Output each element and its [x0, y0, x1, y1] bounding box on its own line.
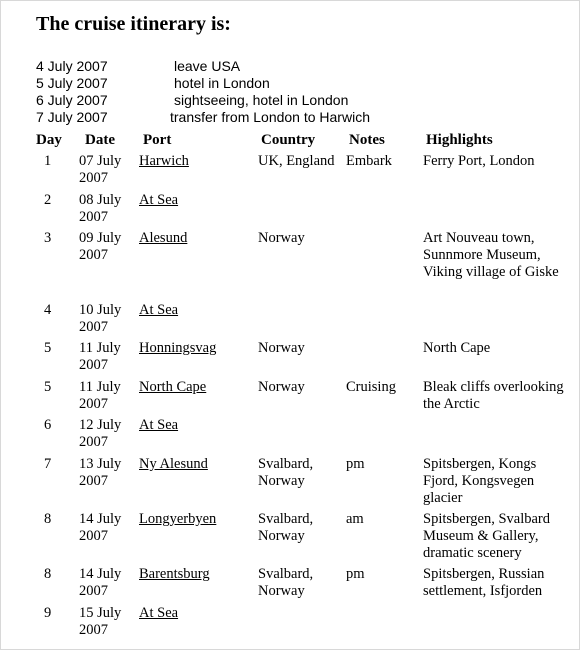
- highlights-cell: Spitsbergen, Kongs Fjord, Kongsvegen glacier: [423, 456, 537, 506]
- date-cell: 08 July 2007: [79, 192, 122, 225]
- pre-cruise-date: 6 July 2007: [36, 92, 108, 108]
- notes-cell: Embark: [346, 153, 392, 169]
- port-link[interactable]: Harwich: [139, 153, 189, 169]
- notes-cell: pm: [346, 566, 365, 582]
- highlights-cell: Spitsbergen, Svalbard Museum & Gallery, dramatic scenery: [423, 511, 550, 561]
- date-cell: 15 July 2007: [79, 605, 122, 638]
- day-cell: 5: [44, 379, 52, 395]
- pre-cruise-date: 5 July 2007: [36, 75, 108, 91]
- date-cell: 12 July 2007: [79, 417, 122, 450]
- day-cell: 6: [44, 417, 52, 433]
- day-cell: 5: [44, 340, 52, 356]
- date-cell: 14 July 2007: [79, 566, 122, 599]
- page-title: The cruise itinerary is:: [36, 13, 231, 35]
- pre-cruise-event: sightseeing, hotel in London: [174, 92, 349, 108]
- day-cell: 3: [44, 230, 52, 246]
- country-cell: Norway: [258, 230, 305, 246]
- pre-cruise-event: transfer from London to Harwich: [170, 109, 370, 125]
- date-cell: 11 July 2007: [79, 340, 121, 373]
- port-link[interactable]: At Sea: [139, 302, 179, 318]
- country-cell: Svalbard, Norway: [258, 511, 314, 544]
- day-cell: 8: [44, 511, 52, 527]
- port-link[interactable]: At Sea: [139, 192, 179, 208]
- pre-cruise-event: leave USA: [174, 58, 241, 74]
- country-cell: Svalbard, Norway: [258, 566, 314, 599]
- port-link[interactable]: Ny Alesund: [139, 456, 208, 472]
- port-link[interactable]: At Sea: [139, 417, 179, 433]
- date-cell: 11 July 2007: [79, 379, 121, 412]
- header-day: Day: [36, 132, 62, 148]
- country-cell: UK, England: [258, 153, 335, 169]
- port-link[interactable]: Barentsburg: [139, 566, 210, 582]
- port-link[interactable]: Alesund: [139, 230, 188, 246]
- port-link[interactable]: Longyerbyen: [139, 511, 217, 527]
- day-cell: 7: [44, 456, 52, 472]
- date-cell: 14 July 2007: [79, 511, 122, 544]
- highlights-cell: North Cape: [423, 340, 491, 356]
- header-highlights: Highlights: [426, 132, 493, 148]
- date-cell: 09 July 2007: [79, 230, 122, 263]
- pre-cruise-date: 7 July 2007: [36, 109, 108, 125]
- day-cell: 9: [44, 605, 52, 621]
- pre-cruise-date: 4 July 2007: [36, 58, 108, 74]
- port-link[interactable]: North Cape: [139, 379, 207, 395]
- highlights-cell: Art Nouveau town, Sunnmore Museum, Viking village of Giske: [423, 230, 559, 280]
- country-cell: Norway: [258, 340, 305, 356]
- port-link[interactable]: At Sea: [139, 605, 179, 621]
- highlights-cell: Spitsbergen, Russian settlement, Isfjorden: [423, 566, 545, 599]
- country-cell: Svalbard, Norway: [258, 456, 314, 489]
- header-port: Port: [143, 132, 172, 148]
- day-cell: 8: [44, 566, 52, 582]
- day-cell: 4: [44, 302, 52, 318]
- pre-cruise-event: hotel in London: [174, 75, 270, 91]
- header-date: Date: [85, 132, 115, 148]
- notes-cell: pm: [346, 456, 365, 472]
- date-cell: 13 July 2007: [79, 456, 122, 489]
- country-cell: Norway: [258, 379, 305, 395]
- header-country: Country: [261, 132, 316, 148]
- notes-cell: Cruising: [346, 379, 396, 395]
- day-cell: 1: [44, 153, 52, 169]
- header-notes: Notes: [349, 132, 385, 148]
- day-cell: 2: [44, 192, 52, 208]
- date-cell: 10 July 2007: [79, 302, 122, 335]
- highlights-cell: Ferry Port, London: [423, 153, 535, 169]
- highlights-cell: Bleak cliffs overlooking the Arctic: [423, 379, 564, 412]
- notes-cell: am: [346, 511, 364, 527]
- date-cell: 07 July 2007: [79, 153, 122, 186]
- port-link[interactable]: Honningsvag: [139, 340, 217, 356]
